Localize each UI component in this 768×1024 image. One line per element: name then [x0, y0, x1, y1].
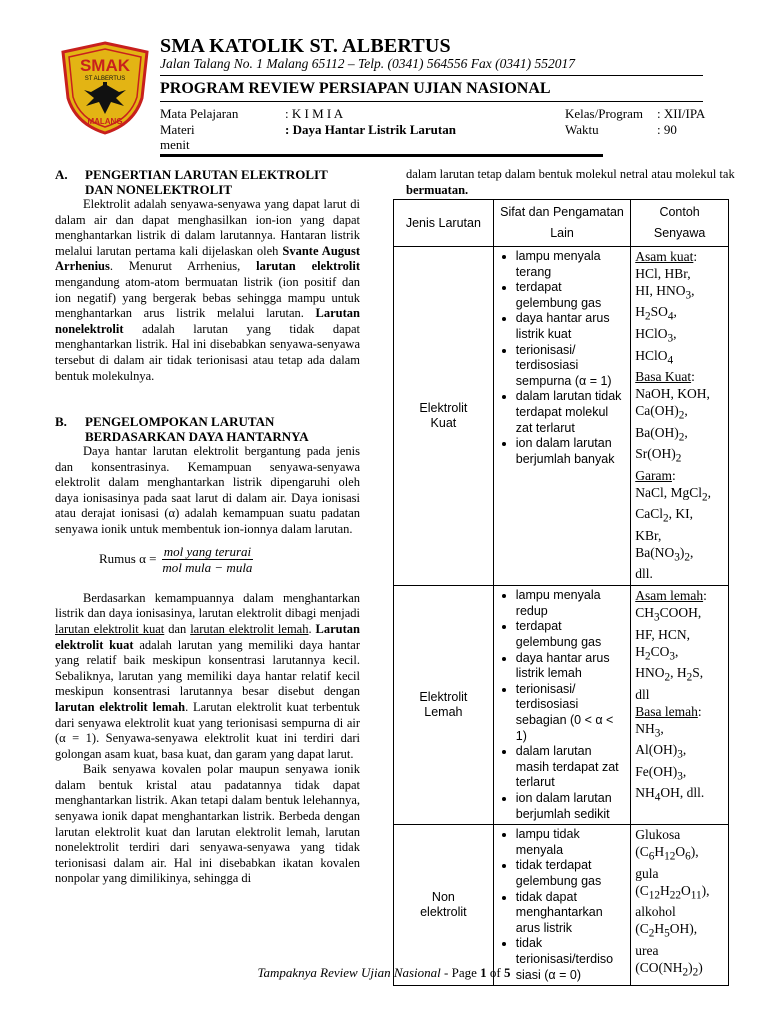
electrolyte-table: [393, 199, 729, 986]
sifat-item: • terdapat gelembung gas: [516, 619, 626, 650]
header-contoh: Contoh Senyawa: [631, 200, 729, 247]
sifat-item: • ion dalam larutan berjumlah banyak: [516, 436, 626, 467]
materi-value: : Daya Hantar Listrik Larutan: [285, 122, 456, 137]
sifat-item: • tidak dapat menghantarkan arus listrik: [516, 890, 626, 937]
sifat-item: • dalam larutan tidak terdapat molekul zat terlarut: [516, 389, 626, 436]
logo-mid-text: ST ALBERTUS: [84, 76, 126, 82]
cell-sifat: [493, 586, 630, 825]
kelas-value: : XII/IPA: [657, 106, 706, 121]
school-logo: [58, 40, 152, 136]
kelas-label: Kelas/Program: [565, 106, 643, 121]
section-b-paragraph-3: Baik senyawa kovalen polar maupun senyawa ionik dalam bentuk kristal atau padatannya tidak dapat menghantarkan listrik. Akan tetapi dalam bentuk lelehannya, senyawa ionik dapat menghantarkan listrik. Berbeda dengan larutan elektrolit kuat dan larutan elektrolit lemah, larutan nonelektrolit terdiri dari senyawa-senyawa yang tidak terionisasi dalam air. Hal ini disebabkan ikatan kovalen nonpolar yang dimilikinya, sehingga di: [55, 762, 360, 886]
sifat-item: • lampu menyala redup: [516, 588, 626, 619]
sifat-item: • terionisasi/ terdisosiasi sebagian (0 < α < 1): [516, 682, 626, 744]
materi-label: Materi: [160, 122, 195, 137]
cell-jenis: Elektrolit Lemah: [394, 586, 494, 825]
table-row: [394, 825, 729, 986]
section-a: [55, 167, 360, 384]
mapel-value: : K I M I A: [285, 106, 344, 121]
logo-top-text: SMAK: [79, 56, 131, 75]
ionization-formula: Rumus α = $\frac{\text{mol yang terurai}}{\text{mol mula − mula}}$: [99, 543, 253, 576]
cell-contoh: Asam kuat: HCl, HBr, HI, $HNO_3$, $H_2SO_4$, HClO$_3$, HClO$_4$ Basa Kuat: NaOH, KOH, $Ca(OH)_2$, $Ba(OH)_2$, $Sr(OH)_2$ Garam: NaCl, MgCl$_2$, CaCl$_2$, KI, KBr, $Ba(NO_3)_2$, dll.: [631, 247, 729, 586]
program-title: PROGRAM REVIEW PERSIAPAN UJIAN NASIONAL: [160, 80, 551, 97]
sifat-item: • daya hantar arus listrik kuat: [516, 311, 626, 342]
section-a-paragraph: Elektrolit adalah senyawa-senyawa yang dapat larut di dalam air dan dapat menghasilkan ion-ion yang dapat menghantarkan listrik di dalam larutannya. Hantaran listrik melalui larutan pertama kali dijelaskan oleh Svante August Arrhenius. Menurut Arrhenius, larutan elektrolit mengandung atom-atom bermuatan listrik (ion positif dan ion negatif) yang bergerak bebas sehingga mampu untuk menghantarkan arus listrik melalui larutan. Larutan nonelektrolit adalah larutan yang tidak dapat menghantarkan listrik. Hal ini disebabkan senyawa-senyawa tersebut di dalam air tidak terionisasi atau tetap ada dalam bentuk molekulnya.: [55, 197, 361, 383]
table-row: [394, 586, 729, 825]
sifat-item: • ion dalam larutan berjumlah sedikit: [516, 791, 626, 822]
section-b: [55, 414, 360, 887]
section-b-paragraph-2: Berdasarkan kemampuannya dalam menghantarkan listrik dan daya ionisasinya, larutan elektrolit dibagi menjadi larutan elektrolit kuat dan larutan elektrolit lemah. Larutan elektrolit kuat adalah larutan yang memiliki daya hantar yang relatif baik meskipun konsentrasi larutannya kecil. Sebaliknya, larutan yang memiliki daya hantar relatif kecil meskipun konsentrasi larutannya besar disebut dengan larutan elektrolit lemah. Larutan elektrolit kuat terbentuk dari senyawa elektrolit kuat yang terionisasi sempurna di air (α = 1). Senyawa-senyawa elektrolit kuat ini terdiri dari golongan asam kuat, basa kuat, dan garam yang dapat larut.: [55, 590, 360, 761]
sifat-item: • terdapat gelembung gas: [516, 280, 626, 311]
sifat-item: • terionisasi/ terdisosiasi sempurna (α = 1): [516, 343, 626, 390]
school-address: Jalan Talang No. 1 Malang 65112 – Telp. (0341) 564556 Fax (0341) 552017: [160, 56, 575, 71]
sifat-item: • dalam larutan masih terdapat zat terlarut: [516, 744, 626, 791]
logo-bottom-text: MALANG: [87, 117, 123, 126]
sifat-item: • daya hantar arus listrik lemah: [516, 651, 626, 682]
right-continuation: dalam larutan tetap dalam bentuk molekul netral atau molekul tak bermuatan.: [406, 167, 735, 197]
section-b-heading: B. PENGELOMPOKAN LARUTAN BERDASARKAN DAYA HANTARNYA: [55, 414, 309, 444]
sifat-item: • lampu menyala terang: [516, 249, 626, 280]
cell-sifat: [493, 247, 630, 586]
mapel-label: Mata Pelajaran: [160, 106, 239, 121]
waktu-unit: menit: [160, 137, 190, 152]
sifat-item: • tidak terdapat gelembung gas: [516, 858, 626, 889]
page-footer: Tampaknya Review Ujian Nasional - Page 1 of 5: [257, 965, 511, 980]
table-row: [394, 247, 729, 586]
table-body: [394, 247, 729, 986]
program-divider: [160, 101, 703, 102]
section-a-heading: A. PENGERTIAN LARUTAN ELEKTROLIT DAN NONELEKTROLIT: [55, 167, 328, 197]
table-header-row: [394, 200, 729, 247]
section-b-paragraph-1: Daya hantar larutan elektrolit bergantung pada jenis dan konsentrasinya. Kemampuan senyawa-senyawa elektrolit dalam menghantarkan listrik dipengaruhi oleh daya ionisasinya pada saat larut di dalam air. Daya ionisasi atau derajat ionisasi (α) adalah kemampuan suatu padatan senyawa ionik untuk membentuk ion-ionnya dalam larutan.: [55, 444, 360, 536]
sifat-item: • tidak terionisasi/terdiso siasi (α = 0): [516, 936, 626, 983]
header-divider: [160, 75, 703, 76]
header-sifat: Sifat dan Pengamatan Lain: [493, 200, 630, 247]
waktu-value: : 90: [657, 122, 677, 137]
sifat-item: • lampu tidak menyala: [516, 827, 626, 858]
cell-sifat: [493, 825, 630, 986]
cell-contoh: Glukosa $(C_6H_{12}O_6)$, gula $(C_{12}H_{22}O_{11})$, alkohol $(C_2H_5OH)$, urea $(CO(NH_2)_2)$: [631, 825, 729, 986]
waktu-label: Waktu: [565, 122, 599, 137]
cell-jenis: Elektrolit Kuat: [394, 247, 494, 586]
header-jenis: Jenis Larutan: [394, 200, 494, 247]
school-name: SMA KATOLIK ST. ALBERTUS: [160, 35, 451, 57]
cell-contoh: Asam lemah: $CH_3COOH$, HF, HCN, $H_2CO_3$, $HNO_2$, $H_2S$, dll Basa lemah: $NH_3$, $Al(OH)_3$, $Fe(OH)_3$, $NH_4OH$, dll.: [631, 586, 729, 825]
header-thick-rule: [160, 154, 603, 157]
cell-jenis: Non elektrolit: [394, 825, 494, 986]
